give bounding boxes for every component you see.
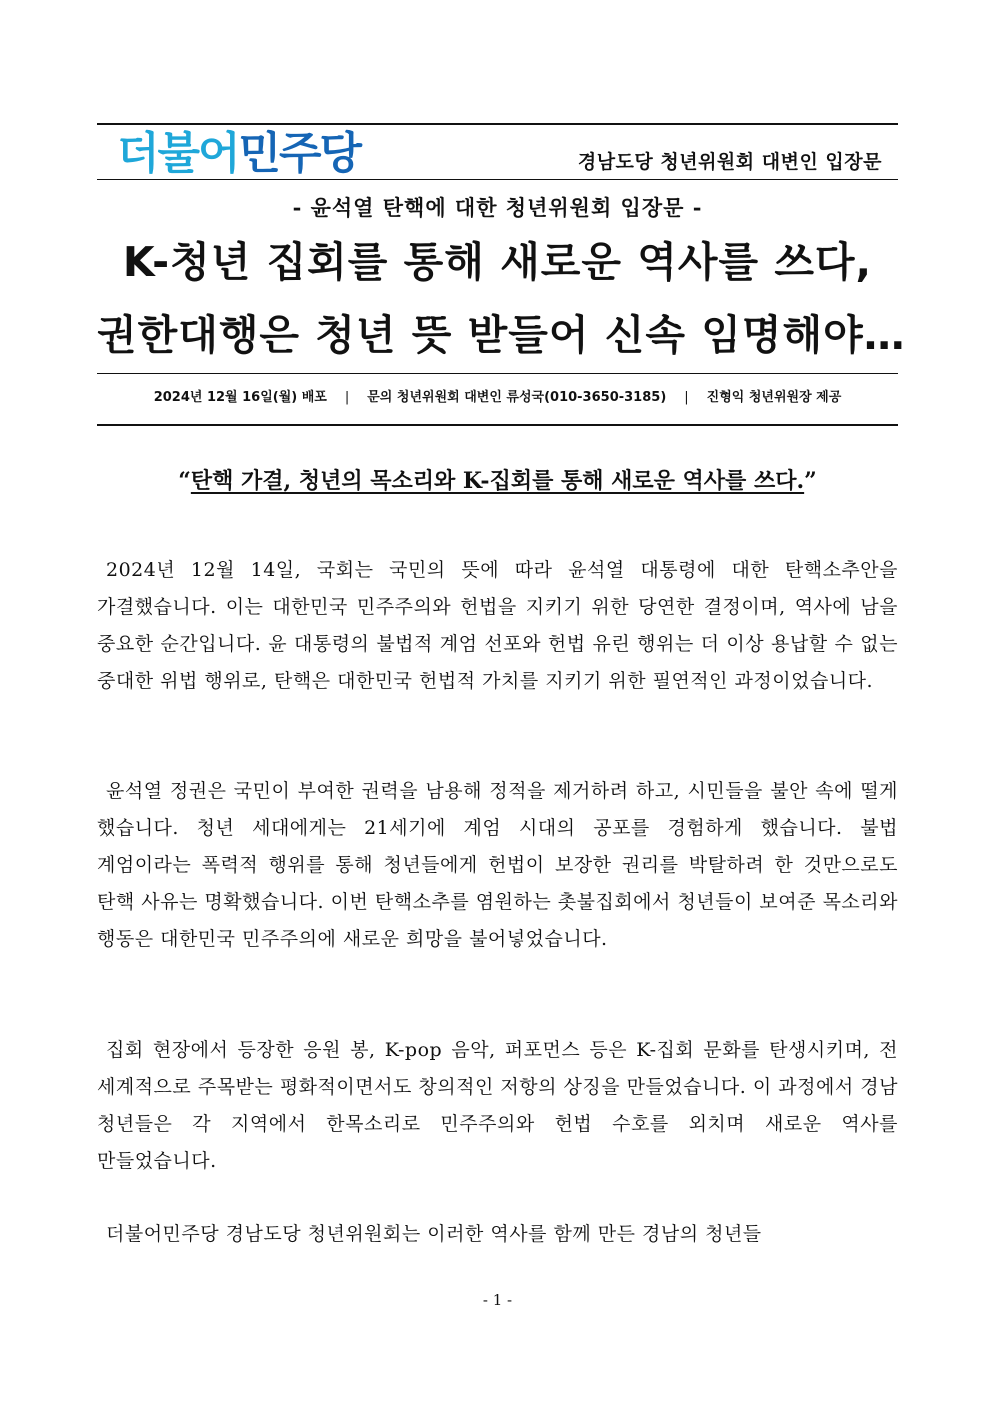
page-number: - 1 - <box>482 1291 513 1309</box>
headline-line-2: 권한대행은 청년 뜻 받들어 신속 임명해야… <box>97 311 906 359</box>
meta-rule-top <box>97 373 898 374</box>
headline-line-1: K-청년 집회를 통해 새로운 역사를 쓰다, <box>122 238 873 286</box>
body-paragraph: 집회 현장에서 등장한 응원 봉, K-pop 음악, 퍼포먼스 등은 K-집회 문화를 탄생시키며, 전 세계적으로 주목받는 평화적이면서도 창의적인 저항의 상징을 만들었습니다. 이 과정에서 경남 청년들은 각 지역에서 한목소리로 민주주의와 헌법 수호를 외치며 새로운 역사를 만들었습니다. <box>97 1039 898 1172</box>
quote-text: 탄핵 가결, 청년의 목소리와 K-집회를 통해 새로운 역사를 쓰다. <box>190 468 805 494</box>
party-logo <box>117 128 360 180</box>
pull-quote <box>97 466 898 496</box>
logo-part-1: 더불어 <box>117 128 239 179</box>
logo-part-2: 민주당 <box>238 128 361 179</box>
document-type: 경남도당 청년위원회 대변인 입장문 <box>577 151 882 173</box>
contact-info: 문의 청년위원회 대변인 류성국(010-3650-3185) <box>367 390 667 405</box>
header-rule <box>97 179 898 180</box>
quote-open: “ <box>178 468 191 494</box>
subtitle: - 윤석열 탄핵에 대한 청년위원회 입장문 - <box>292 195 703 220</box>
body-paragraph: 더불어민주당 경남도당 청년위원회는 이러한 역사를 함께 만든 경남의 청년들 <box>106 1223 762 1245</box>
quote-close: ” <box>804 468 817 494</box>
release-date: 2024년 12월 16일(월) 배포 <box>153 390 327 405</box>
body-paragraph: 2024년 12월 14일, 국회는 국민의 뜻에 따라 윤석열 대통령에 대한 탄핵소추안을 가결했습니다. 이는 대한민국 민주주의와 헌법을 지키기 위한 당연한 결정이며, 역사에 남을 중요한 순간입니다. 윤 대통령의 불법적 계엄 선포와 헌법 유린 행위는 더 이상 용납할 수 없는 중대한 위법 행위로, 탄핵은 대한민국 헌법적 가치를 지키기 위한 필연적인 과정이었습니다. <box>97 559 898 692</box>
separator: | <box>684 390 689 405</box>
body-paragraph: 윤석열 정권은 국민이 부여한 권력을 남용해 정적을 제거하려 하고, 시민들을 불안 속에 떨게 했습니다. 청년 세대에게는 21세기에 계엄 시대의 공포를 경험하게 했습니다. 불법 계엄이라는 폭력적 행위를 통해 청년들에게 헌법이 보장한 권리를 박탈하려 한 것만으로도 탄핵 사유는 명확했습니다. 이번 탄핵소추를 염원하는 촛불집회에서 청년들이 보여준 목소리와 행동은 대한민국 민주주의에 새로운 희망을 불어넣었습니다. <box>97 780 898 950</box>
top-rule <box>97 123 898 125</box>
meta-rule-bottom <box>97 424 898 426</box>
separator: | <box>344 390 350 405</box>
release-info <box>97 388 898 408</box>
provider-info: 진형익 청년위원장 제공 <box>706 390 842 405</box>
